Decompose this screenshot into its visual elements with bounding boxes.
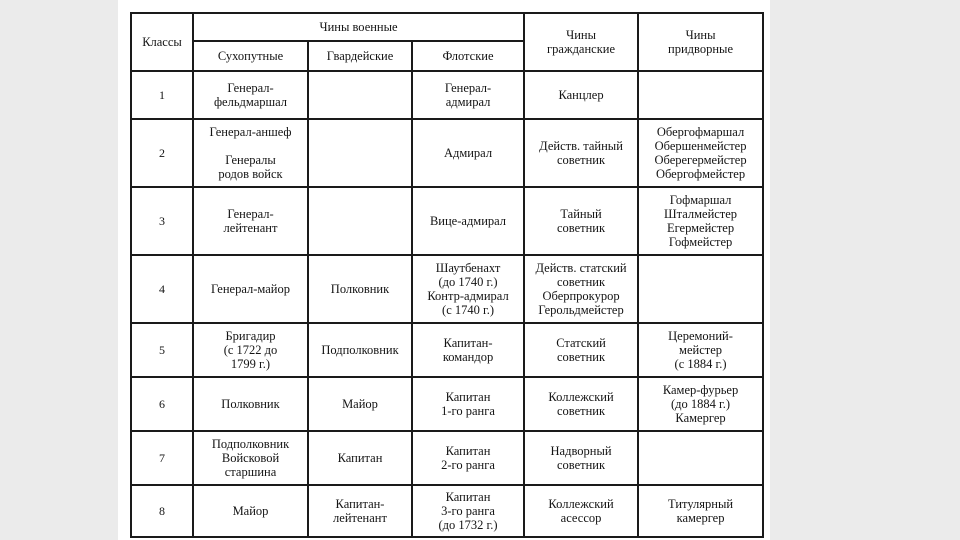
court-rank: Гофмаршал Шталмейстер Егермейстер Гофмейстер [638,187,763,255]
guards-rank: Капитан [308,431,412,485]
guards-rank [308,187,412,255]
court-rank: Камер-фурьер (до 1884 г.) Камергер [638,377,763,431]
court-rank: Обергофмаршал Обершенмейстер Оберегермейстер Обергофмейстер [638,119,763,187]
court-rank [638,255,763,323]
land-rank: Генерал- фельдмаршал [193,71,308,119]
class-number: 2 [131,119,193,187]
navy-rank: Капитан- командор [412,323,524,377]
navy-rank: Вице-адмирал [412,187,524,255]
header-civil: Чины гражданские [524,13,638,71]
class-number: 1 [131,71,193,119]
table-of-ranks [130,12,764,538]
class-number: 4 [131,255,193,323]
guards-rank: Полковник [308,255,412,323]
court-rank [638,431,763,485]
land-rank: Бригадир (с 1722 до 1799 г.) [193,323,308,377]
navy-rank: Капитан 1-го ранга [412,377,524,431]
court-rank [638,71,763,119]
navy-rank: Капитан 2-го ранга [412,431,524,485]
header-court: Чины придворные [638,13,763,71]
civil-rank: Надворный советник [524,431,638,485]
navy-rank: Адмирал [412,119,524,187]
land-rank: Майор [193,485,308,537]
table-row [131,377,763,431]
land-rank: Полковник [193,377,308,431]
guards-rank [308,119,412,187]
guards-rank: Подполковник [308,323,412,377]
land-rank: Подполковник Войсковой старшина [193,431,308,485]
table-row [131,255,763,323]
civil-rank: Действ. статский советник Оберпрокурор Герольдмейстер [524,255,638,323]
court-rank: Церемоний- мейстер (с 1884 г.) [638,323,763,377]
civil-rank: Коллежский асессор [524,485,638,537]
table-row [131,187,763,255]
table-row [131,485,763,537]
land-rank: Генерал-аншеф Генералы родов войск [193,119,308,187]
table-row [131,431,763,485]
header-guards: Гвардейские [308,41,412,71]
class-number: 3 [131,187,193,255]
guards-rank: Капитан- лейтенант [308,485,412,537]
guards-rank [308,71,412,119]
civil-rank: Действ. тайный советник [524,119,638,187]
document-page [118,0,770,540]
class-number: 7 [131,431,193,485]
header-military: Чины военные [193,13,524,41]
navy-rank: Генерал- адмирал [412,71,524,119]
court-rank: Титулярный камергер [638,485,763,537]
guards-rank: Майор [308,377,412,431]
header-land: Сухопутные [193,41,308,71]
header-navy: Флотские [412,41,524,71]
class-number: 5 [131,323,193,377]
class-number: 6 [131,377,193,431]
land-rank: Генерал- лейтенант [193,187,308,255]
table-row [131,119,763,187]
table-row [131,71,763,119]
land-rank: Генерал-майор [193,255,308,323]
navy-rank: Шаутбенахт (до 1740 г.) Контр-адмирал (с 1740 г.) [412,255,524,323]
civil-rank: Тайный советник [524,187,638,255]
class-number: 8 [131,485,193,537]
header-classes: Классы [131,13,193,71]
table-row [131,323,763,377]
civil-rank: Коллежский советник [524,377,638,431]
civil-rank: Канцлер [524,71,638,119]
civil-rank: Статский советник [524,323,638,377]
navy-rank: Капитан 3-го ранга (до 1732 г.) [412,485,524,537]
